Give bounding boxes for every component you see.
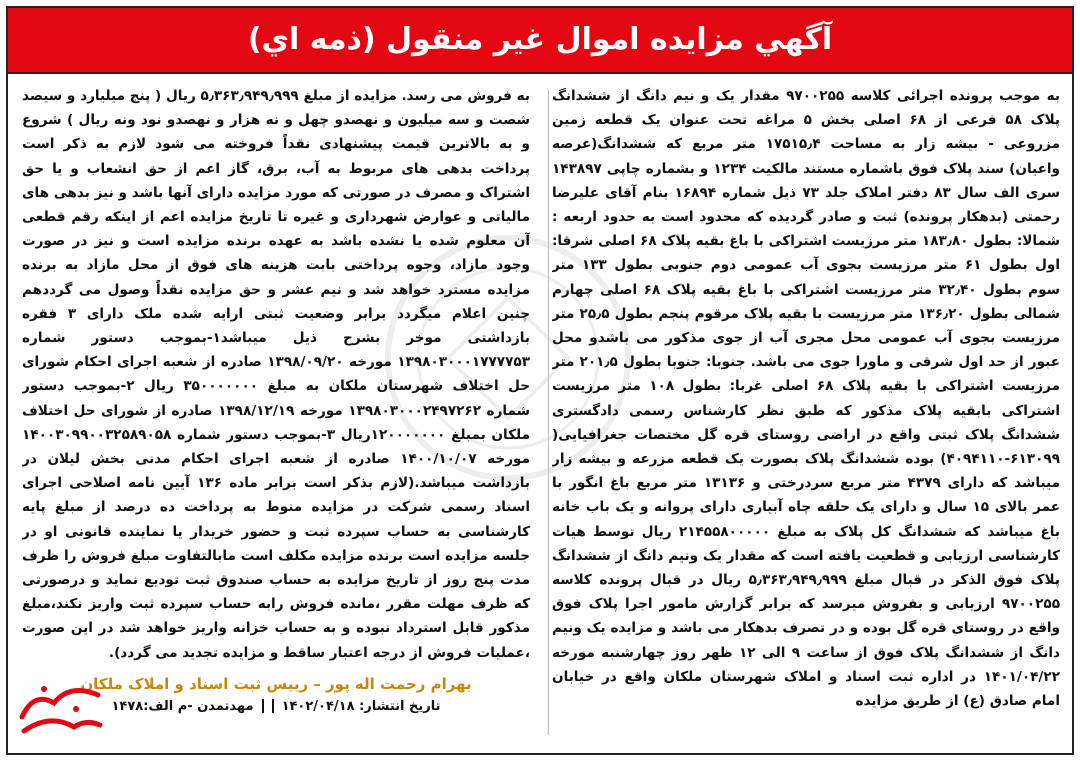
advertisement-title: آگهي مزايده اموال غير منقول (ذمه اي)	[247, 22, 833, 57]
left-column	[22, 84, 530, 741]
separator	[272, 699, 274, 713]
right-column-text: به موجب پرونده اجرائی کلاسه ۹۷۰۰۲۵۵ مقدار یک و نیم دانگ از ششدانگ پلاک ۵۸ فرعی از ۶۸ اصلی بخش ۵ مراغه تحت عنوان یک قطعه زمین مزروعی - بیشه زار به مساحت ۱۷۵۱۵٫۴ متر مربع که ششدانگ(عرصه واعیان) سند پلاک فوق باشماره مستند مالکیت ۱۲۳۴ و بشماره چاپی ۱۴۳۸۹۷ سری الف سال ۸۳ دفتر املاک جلد ۷۳ ذیل شماره ۱۶۸۹۴ بنام آقای علیرضا رحمتی (بدهکار پرونده) ثبت و صادر گردیده که محدود است به حدود اربعه : شمالا: بطول ۱۸۳٫۸۰ متر مرزیست اشتراکی با باغ بقیه پلاک ۶۸ اصلی شرقا: اول بطول ۶۱ متر مرزیست بجوی آب عمومی دوم جنوبی بطول ۱۳۳ متر سوم بطول ۳۲٫۴۰ متر مرزیست اشتراکی با باغ بقیه پلاک ۶۸ اصلی چهارم شمالی بطول ۱۳۶٫۲۰ متر مرزیست با بقیه پلاک مرقوم پنجم بطول ۲۵٫۵ متر مرزیست بجوی آب عمومی محل مجری آب از جوی مذکور می باشدو محل عبور از حد اول شرقی و ماورا جوی می باشد. جنوبا: جنوبا بطول ۲۰۱٫۵ متر مرزیست اشتراکی با بقیه پلاک ۶۸ اصلی غربا: بطول ۱۰۸ متر مرزیست اشتراکی بابقیه پلاک مذکور که طبق نظر کارشناس رسمی دادگستری ششدانگ پلاک ثبتی واقع در اراضی روستای قره گل مختصات جغرافیایی( ۶۱۳۰۹۹-۴۰۹۴۱۱۰) بوده ششدانگ پلاک بصورت یک قطعه مزرعه و بیشه زار میباشد که دارای ۴۳۷۹ متر مربع سردرختی و ۱۳۱۳۶ متر مربع باغ انگور با عمر بالای ۱۵ سال و دارای یک حلقه چاه آبیاری دارای پروانه و یک باب خانه باغ میباشد که ششدانگ کل پلاک به مبلغ ۲۱۴۵۵۸۰۰۰۰۰ ریال توسط هیات کارشناسی ارزیابی و قطعیت یافته است که مقدار یک ونیم دانگ از ششدانگ پلاک فوق الذکر در قبال مبلغ ۵٫۳۶۳٫۹۴۹٫۹۹۹ ریال در قبال پرونده کلاسه ۹۷۰۰۲۵۵ ارزیابی و بفروش میرسد که برابر گزارش مامور اجرا پلاک فوق واقع در روستای قره گل بوده و در تصرف بدهکار می باشد و مزایده یک ونیم دانگ از ششدانگ پلاک فوق از ساعت ۹ الی ۱۲ ظهر روز چهارشنبه مورخه ۱۴۰۱/۰۴/۲۲ در اداره ثبت اسناد و املاک شهرستان ملکان واقع در خیابان امام صادق (ع) از طریق مزایده	[552, 88, 1060, 710]
publish-date: تاریخ انتشار: ۱۴۰۲/۰۴/۱۸	[281, 698, 441, 714]
text-columns	[22, 84, 1060, 741]
signature: بهرام رحمت اله پور – رییس ثبت اسناد و املاک ملکان	[80, 674, 472, 693]
right-column	[552, 84, 1060, 741]
title-banner	[8, 8, 1072, 74]
mahd-tamadon-logo-icon	[14, 669, 106, 745]
separator	[262, 699, 264, 713]
advertisement-frame	[6, 6, 1074, 755]
publish-code: مهدتمدن -م الف:۱۴۷۸	[111, 698, 254, 714]
left-column-text: به فروش می رسد. مزایده از مبلغ ۵٫۳۶۳٫۹۴۹٫۹۹۹ ریال ( پنج میلیارد و سیصد شصت و سه میلیون و نهصدو چهل و نه هزار و نهصدو نود ونه ریال ) شروع و به بالاترین قیمت پیشنهادی نقداً فروخته می شود لازم به ذکر است پرداخت بدهی های مربوط به آب، برق، گاز اعم از حق انشعاب و یا حق اشتراک و مصرف در صورتی که مورد مزایده دارای آنها باشد و نیز بدهی های مالیاتی و عوارض شهرداری و غیره تا تاریخ مزایده اعم از اینکه رقم قطعی آن معلوم شده یا نشده باشد به عهده برنده مزایده است و نیز در صورت وجود مازاد، وجوه پرداختی بابت هزینه های فوق از محل مازاد به برنده مزایده مسترد خواهد شد و نیم عشر و حق مزایده نقداً وصول می گرددهم چنین اعلام میگردد برابر وضعیت ثبتی ارایه شده ملک دارای ۳ فقره بازداشتی موخر بشرح ذیل میباشد۱-بموجب دستور شماره ۱۳۹۸۰۳۰۰۰۱۷۷۷۷۵۳ مورخه ۱۳۹۸/۰۹/۲۰ صادره از شعبه اجرای احکام شورای حل اختلاف شهرستان ملکان به مبلغ ۳۵۰۰۰۰۰۰۰ ریال ۲-بموجب دستور شماره ۱۳۹۸۰۳۰۰۰۲۴۹۷۲۶۲ مورخه ۱۳۹۸/۱۲/۱۹ صادره از شورای حل اختلاف ملکان بمبلغ ۱۲۰۰۰۰۰۰۰ریال ۳-بموجب دستور شماره ۱۴۰۰۳۰۹۹۰۰۳۲۵۸۹۰۵۸ مورخه ۱۴۰۰/۱۰/۰۷ صادره از شعبه اجرای احکام مدنی بخش لیلان در بازداشت میباشد.(لازم بذکر است برابر ماده ۱۳۶ آیین نامه اصلاحی اجرای اسناد رسمی شرکت در مزایده منوط به پرداخت ده درصد از مبلغ پایه کارشناسی به حساب سپرده ثبت و حضور خریدار یا نماینده قانونی او در جلسه مزایده است برنده مزایده مکلف است مابالتفاوت مبلغ فروش را ظرف مدت پنج روز از تاریخ مزایده به حساب صندوق ثبت تودیع نماید و درصورتی که ظرف مهلت مقرر ،مانده فروش رابه حساب سپرده ثبت واریز نکند،مبلغ مذکور قابل استرداد نبوده و به حساب خزانه واریز خواهد شد در این صورت ،عملیات فروش از درجه اعتبار ساقط و مزایده تجدید می گردد).	[22, 88, 530, 661]
